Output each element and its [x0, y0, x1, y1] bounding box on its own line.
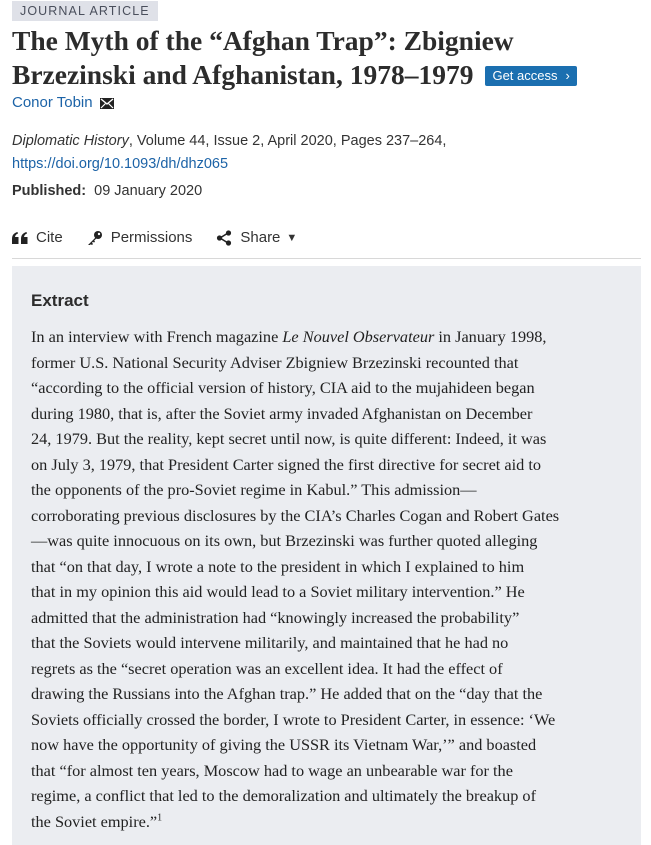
article-title-block [12, 24, 642, 92]
extract-line [31, 809, 631, 835]
share-icon [216, 230, 232, 246]
cite-button[interactable] [12, 228, 63, 248]
published-label: Published: [12, 183, 87, 199]
section-divider [12, 258, 641, 259]
chevron-right-icon: › [565, 68, 570, 83]
extract-line [31, 350, 631, 376]
author-name-link[interactable]: Conor Tobin [12, 94, 93, 111]
extract-text-segment: regime, a conflict that led to the demoralization and ultimately the breakup of [31, 786, 536, 805]
extract-line [31, 375, 631, 401]
extract-line [31, 503, 631, 529]
extract-line [31, 758, 631, 784]
extract-line [31, 605, 631, 631]
extract-text-segment: that “for almost ten years, Moscow had to wage an unbearable war for the [31, 760, 513, 780]
title-line-2 [12, 58, 642, 92]
footnote-marker[interactable]: 1 [157, 812, 163, 824]
extract-line [31, 452, 631, 478]
extract-line [31, 783, 631, 809]
extract-text-segment: regrets as the “secret operation was an excellent idea. It had the effect of [31, 658, 503, 678]
extract-text-segment: Soviets officially crossed the border, I wrote to President Carter, in essence: ‘We [31, 709, 556, 729]
extract-line [31, 579, 631, 605]
extract-text-segment: corroborating previous disclosures by the CIA’s Charles Cogan and Robert Gates [31, 505, 560, 525]
extract-line [31, 554, 631, 580]
author-line [12, 93, 114, 113]
citation-line [12, 130, 446, 153]
extract-line [31, 426, 631, 452]
get-access-button[interactable] [485, 66, 576, 86]
extract-body [31, 324, 631, 834]
citation-block [12, 130, 446, 176]
extract-panel [12, 266, 641, 845]
article-type-badge: JOURNAL ARTICLE [12, 1, 158, 21]
extract-line [31, 324, 631, 350]
extract-text-segment: the Soviet empire.” [31, 811, 158, 831]
extract-text-segment: the opponents of the pro-Soviet regime in Kabul.” This admission— [31, 480, 477, 499]
extract-text-segment: that the Soviets would intervene militarily, and maintained that he had no [31, 633, 509, 652]
published-date: 09 January 2020 [94, 183, 203, 199]
extract-text-segment: admitted that the administration had “knowingly increased the probability” [31, 607, 520, 627]
title-line-2-text: Brzezinski and Afghanistan, 1978–1979 [12, 59, 474, 90]
extract-text-segment: on July 3, 1979, that President Carter signed the first directive for secret aid to [31, 454, 542, 474]
envelope-icon[interactable] [100, 98, 114, 109]
title-line-1: The Myth of the “Afghan Trap”: Zbigniew [12, 25, 514, 56]
citation-details: , Volume 44, Issue 2, April 2020, Pages 237–264, [128, 133, 447, 149]
extract-text-segment: former U.S. National Security Adviser Zbigniew Brzezinski recounted that [31, 352, 519, 372]
published-line [12, 181, 202, 201]
permissions-label: Permissions [110, 229, 193, 246]
extract-text-segment: 24, 1979. But the reality, kept secret until now, is quite different: Indeed, it was [31, 429, 547, 448]
key-icon [87, 230, 103, 246]
extract-line [31, 401, 631, 427]
extract-line [31, 732, 631, 758]
magazine-name: Le Nouvel Observateur [282, 327, 435, 346]
share-label: Share [240, 229, 281, 246]
extract-heading: Extract [31, 291, 89, 310]
extract-line [31, 477, 631, 503]
extract-text-segment: during 1980, that is, after the Soviet army invaded Afghanistan on December [31, 403, 533, 423]
extract-line [31, 707, 631, 733]
article-toolbar [12, 228, 321, 248]
extract-line [31, 630, 631, 656]
extract-text-segment: in January 1998, [434, 327, 547, 346]
extract-line [31, 528, 631, 554]
article-title [12, 24, 642, 92]
cite-label: Cite [36, 229, 63, 246]
doi-link[interactable]: https://doi.org/10.1093/dh/dhz065 [12, 156, 229, 172]
extract-text-segment: —was quite innocuous on its own, but Brzezinski was further quoted alleging [31, 531, 538, 550]
extract-text-segment: In an interview with French magazine [31, 327, 283, 346]
extract-text-segment: now have the opportunity of giving the USSR its Vietnam War,’” and boasted [31, 735, 537, 754]
permissions-button[interactable] [87, 228, 193, 248]
get-access-label: Get access [492, 68, 558, 83]
extract-text-segment: drawing the Russians into the Afghan trap.” He added that on the “day that the [31, 684, 543, 703]
caret-down-icon: ▼ [286, 232, 298, 244]
extract-line [31, 681, 631, 707]
journal-name: Diplomatic History [12, 133, 129, 149]
share-button[interactable] [216, 228, 297, 248]
quote-icon [12, 232, 28, 244]
extract-line [31, 656, 631, 682]
extract-text-segment: “according to the official version of history, CIA aid to the mujahideen began [31, 378, 535, 397]
extract-text-segment: that in my opinion this aid would lead to a Soviet military intervention.” He [31, 582, 525, 601]
extract-text-segment: that “on that day, I wrote a note to the president in which I explained to him [31, 556, 525, 576]
